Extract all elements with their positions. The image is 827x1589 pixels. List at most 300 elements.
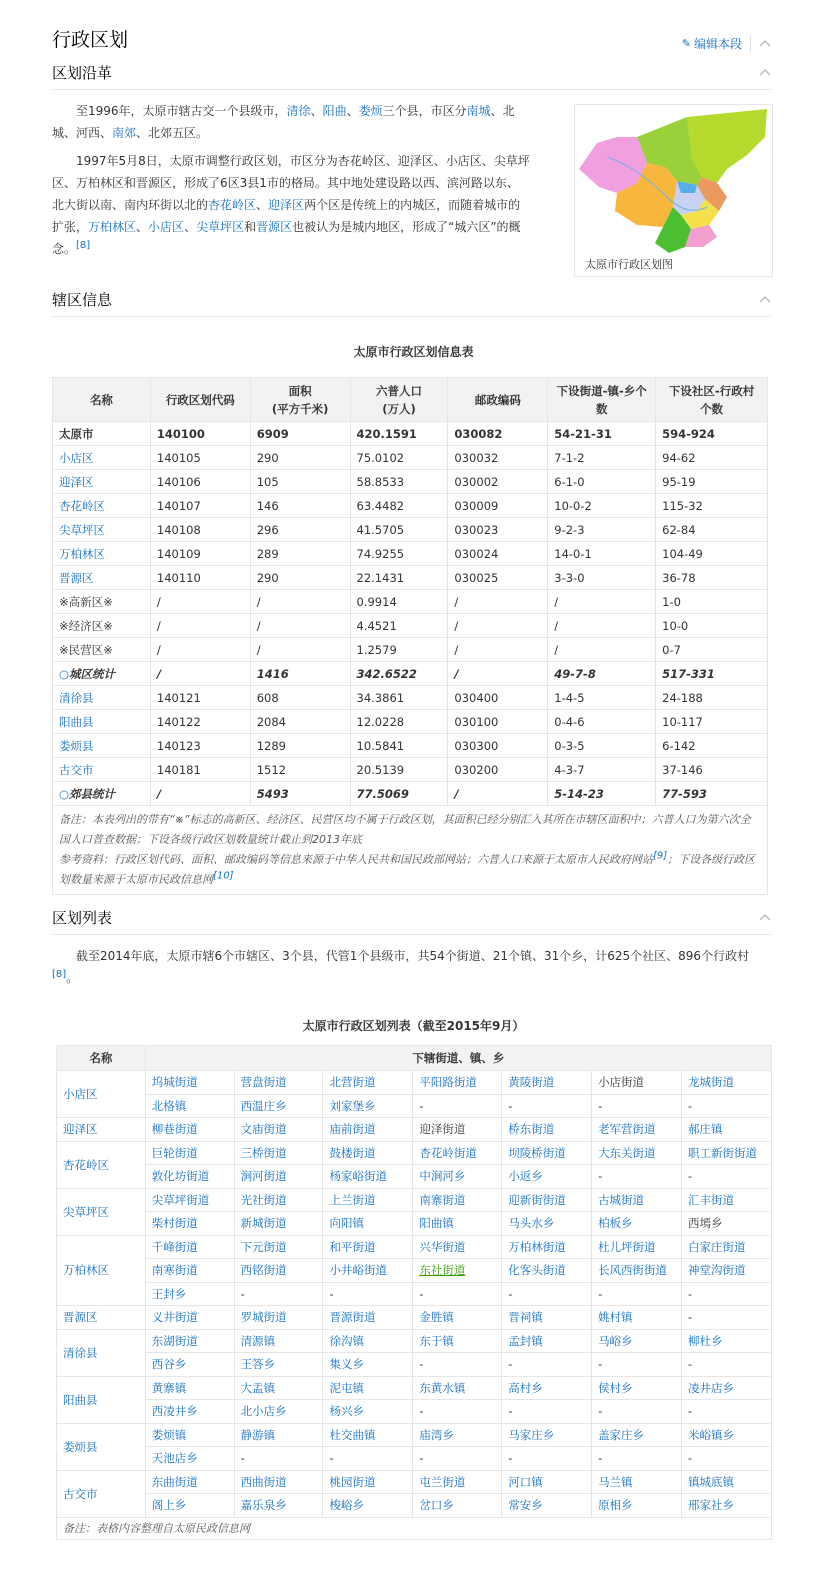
subdivision-link[interactable]: 向阳镇	[323, 1212, 413, 1236]
subdivision-link[interactable]: 晋源街道	[323, 1306, 413, 1330]
district-link[interactable]: 清徐县	[59, 690, 94, 705]
table-row	[53, 662, 768, 686]
table-cell: /	[150, 590, 250, 614]
subdivision-link[interactable]: 嘉乐泉乡	[234, 1494, 323, 1518]
district-link[interactable]: 清徐县	[57, 1329, 146, 1376]
table-cell: 1289	[250, 734, 350, 758]
table-cell: 75.0102	[350, 446, 448, 470]
table-cell: 140121	[150, 686, 250, 710]
subdivision-link[interactable]: 金胜镇	[413, 1306, 502, 1330]
section-title: 区划沿革	[52, 64, 113, 82]
table-cell: 58.8533	[350, 470, 448, 494]
inline-link[interactable]: 尖草坪区	[196, 220, 245, 234]
chevron-up-icon[interactable]	[759, 38, 771, 50]
district-name-cell[interactable]	[53, 566, 151, 590]
subdivision-link[interactable]: 常安乡	[502, 1494, 592, 1518]
subdivision-link[interactable]: 马峪乡	[592, 1329, 682, 1353]
column-header: 名称	[57, 1046, 146, 1071]
citation-link[interactable]: [9]	[653, 850, 668, 862]
subdivision-link[interactable]: 静游镇	[234, 1423, 323, 1447]
column-header: 下辖街道、镇、乡	[145, 1046, 771, 1071]
subdivision-link[interactable]: 原相乡	[592, 1494, 682, 1518]
column-header	[548, 378, 656, 422]
district-name-cell[interactable]	[53, 758, 151, 782]
table-cell: /	[548, 590, 656, 614]
column-header-text: 六普人口	[375, 383, 422, 398]
column-header-text: 下设街道-镇-乡个	[556, 383, 647, 398]
chevron-up-icon[interactable]	[759, 67, 771, 79]
subdivision-link[interactable]: 马头水乡	[502, 1212, 592, 1236]
subdivision-link[interactable]: 邢家社乡	[682, 1494, 772, 1518]
inline-link[interactable]: 迎泽区	[268, 198, 305, 212]
table-cell: /	[250, 614, 350, 638]
table-cell: 77.5069	[350, 782, 448, 806]
table-row	[53, 518, 768, 542]
note-text: 备注：本表列出的带有“※”标志的高新区、经济区、民营区均不属于行政区划，其面积已经分别汇入其所在市辖区面积中；六普人口为第六次全国人口普查数据；下设各级行政区划数量统计截止到2013年底	[59, 813, 751, 846]
inline-link[interactable]: 万柏林区	[88, 220, 137, 234]
table-row	[57, 1400, 772, 1424]
table-cell: -	[682, 1094, 772, 1118]
table-cell: /	[448, 782, 548, 806]
table-cell: 030024	[448, 542, 548, 566]
district-link[interactable]: 阳曲县	[57, 1376, 146, 1423]
subdivision-link[interactable]: 义井街道	[145, 1306, 234, 1330]
table-cell: /	[548, 638, 656, 662]
table-cell: -	[682, 1306, 772, 1330]
table-row	[53, 734, 768, 758]
subdivision-link[interactable]: 千峰街道	[145, 1235, 234, 1259]
subdivision-link[interactable]: 王封乡	[145, 1282, 234, 1306]
district-name: 太原市	[59, 426, 94, 441]
table-cell: -	[234, 1282, 323, 1306]
subdivision-link[interactable]: 新城街道	[234, 1212, 323, 1236]
table-cell: 20.5139	[350, 758, 448, 782]
district-link[interactable]: 尖草坪区	[57, 1188, 146, 1235]
table-cell: -	[413, 1353, 502, 1377]
subdivision-link[interactable]: 老军营街道	[592, 1118, 682, 1142]
subdivision-link[interactable]: 中涧河乡	[413, 1165, 502, 1189]
subdivision-link[interactable]: 西曲街道	[234, 1470, 323, 1494]
subdivision-link[interactable]: 庙湾乡	[413, 1423, 502, 1447]
subdivision-link[interactable]: 集义乡	[323, 1353, 413, 1377]
list-table-title: 太原市行政区划列表（截至2015年9月）	[302, 1019, 525, 1033]
table-row	[53, 638, 768, 662]
table-cell: 2084	[250, 710, 350, 734]
inline-link[interactable]: 娄烦	[358, 104, 383, 118]
table-row	[57, 1165, 772, 1189]
subdivision-link[interactable]: 坝陵桥街道	[502, 1141, 592, 1165]
table-row	[57, 1353, 772, 1377]
inline-link[interactable]: 晋源区	[256, 220, 293, 234]
table-row	[57, 1470, 772, 1494]
subdivision-link[interactable]: 坞城街道	[145, 1071, 234, 1095]
subdivision-link[interactable]: 柳巷街道	[145, 1118, 234, 1142]
text-segment: 、	[136, 220, 149, 234]
column-header	[350, 378, 448, 422]
table-cell: /	[250, 590, 350, 614]
table-cell: 49-7-8	[548, 662, 656, 686]
list-table	[56, 1045, 772, 1540]
table-cell: 54-21-31	[548, 422, 656, 446]
subdivision-link[interactable]: 迎新街街道	[502, 1188, 592, 1212]
table-cell: 140110	[150, 566, 250, 590]
district-name-cell[interactable]	[53, 494, 151, 518]
district-link[interactable]: 杏花岭区	[57, 1141, 146, 1188]
subdivision-link[interactable]: 刘家堡乡	[323, 1094, 413, 1118]
table-cell: 37-146	[656, 758, 768, 782]
subdivision-link[interactable]: 龙城街道	[682, 1071, 772, 1095]
table-row	[57, 1282, 772, 1306]
subdivision-link[interactable]: 南寒街道	[145, 1259, 234, 1283]
table-cell: 140109	[150, 542, 250, 566]
inline-link[interactable]: 杏花岭区	[208, 198, 257, 212]
table-row	[57, 1447, 772, 1471]
table-cell: 030400	[448, 686, 548, 710]
subdivision-link[interactable]: 柏板乡	[592, 1212, 682, 1236]
map-figure[interactable]	[574, 104, 773, 277]
column-header	[250, 378, 350, 422]
table-cell: 290	[250, 446, 350, 470]
column-header-text: 下设社区-行政村	[668, 383, 755, 398]
district-link[interactable]: 阳曲县	[59, 714, 94, 729]
table-cell: 289	[250, 542, 350, 566]
subdivision-link[interactable]: 米峪镇乡	[682, 1423, 772, 1447]
subdivision-link[interactable]: 盖家庄乡	[592, 1423, 682, 1447]
district-link[interactable]: 迎泽区	[57, 1118, 146, 1142]
table-cell: 10-0-2	[548, 494, 656, 518]
column-header	[656, 378, 768, 422]
table-cell: 104-49	[656, 542, 768, 566]
table-note-row	[53, 806, 768, 895]
subdivision-link[interactable]: 汇丰街道	[682, 1188, 772, 1212]
district-link[interactable]: 杏花岭区	[59, 498, 105, 513]
table-cell: 030009	[448, 494, 548, 518]
table-cell: -	[502, 1447, 592, 1471]
table-cell: 140123	[150, 734, 250, 758]
subdivision-link[interactable]: 三桥街道	[234, 1141, 323, 1165]
subdivision-link[interactable]: 杨兴乡	[323, 1400, 413, 1424]
district-name-cell[interactable]	[53, 686, 151, 710]
district-name-cell[interactable]	[53, 542, 151, 566]
table-cell: 3-3-0	[548, 566, 656, 590]
table-cell: -	[234, 1447, 323, 1471]
table-cell: 594-924	[656, 422, 768, 446]
expand-icon[interactable]: ○	[59, 786, 70, 801]
table-cell: 1512	[250, 758, 350, 782]
subdivision-link[interactable]: 杜儿坪街道	[592, 1235, 682, 1259]
table-cell: 24-188	[656, 686, 768, 710]
district-link[interactable]: 小店区	[59, 450, 94, 465]
subdivision-link[interactable]: 杜交曲镇	[323, 1423, 413, 1447]
subdivision-link[interactable]: 光社街道	[234, 1188, 323, 1212]
subdivision-link[interactable]: 郝庄镇	[682, 1118, 772, 1142]
district-name-cell[interactable]	[53, 446, 151, 470]
text-segment: 、北郊五区。	[136, 126, 209, 140]
subdivision-link[interactable]: 泥屯镇	[323, 1376, 413, 1400]
inline-link[interactable]: 南城	[466, 104, 491, 118]
table-cell: 7-1-2	[548, 446, 656, 470]
table-cell: 140105	[150, 446, 250, 470]
district-link[interactable]: 娄烦县	[57, 1423, 146, 1470]
column-header-text: 个数	[700, 401, 724, 416]
table-row	[57, 1376, 772, 1400]
table-row	[53, 590, 768, 614]
chevron-up-icon[interactable]	[759, 294, 771, 306]
column-header-text: (平方千米)	[271, 401, 329, 416]
subdivision-link[interactable]: 马兰镇	[592, 1470, 682, 1494]
table-cell: /	[548, 614, 656, 638]
subdivision-link[interactable]: 文庙街道	[234, 1118, 323, 1142]
subdivision-link[interactable]: 桥东街道	[502, 1118, 592, 1142]
table-cell: -	[502, 1094, 592, 1118]
inline-link[interactable]: 南郊	[112, 126, 137, 140]
district-link[interactable]: 小店区	[57, 1071, 146, 1118]
subdivision-link[interactable]: 巨轮街道	[145, 1141, 234, 1165]
district-link[interactable]: 古交市	[59, 762, 94, 777]
table-cell: 10.5841	[350, 734, 448, 758]
subdivision-link[interactable]: 阁上乡	[145, 1494, 234, 1518]
table-cell: 1-4-5	[548, 686, 656, 710]
subdivision-link[interactable]: 杏花岭街道	[413, 1141, 502, 1165]
table-cell: /	[448, 614, 548, 638]
subdivision-link[interactable]: 东于镇	[413, 1329, 502, 1353]
subdivision-link[interactable]: 柴村街道	[145, 1212, 234, 1236]
subdivision-link[interactable]: 桃园街道	[323, 1470, 413, 1494]
list-intro-text: 截至2014年底，太原市辖6个市辖区、3个县，代管1个县级市，共54个街道、21个镇、31个乡，计625个社区、896个行政村	[76, 949, 750, 963]
district-name: ※民营区※	[59, 642, 113, 657]
table-cell: /	[150, 614, 250, 638]
subdivision-link[interactable]: 尖草坪街道	[145, 1188, 234, 1212]
subdivision-link[interactable]: 北格镇	[145, 1094, 234, 1118]
table-cell: -	[323, 1447, 413, 1471]
table-cell: /	[150, 662, 250, 686]
subdivision-link[interactable]: 黄陵街道	[502, 1071, 592, 1095]
table-cell: 0-4-6	[548, 710, 656, 734]
subdivision-link[interactable]: 小返乡	[502, 1165, 592, 1189]
history-text	[52, 100, 530, 260]
subdivision-link[interactable]: 凌井店乡	[682, 1376, 772, 1400]
table-note: 备注：表格内容整理自太原民政信息网	[57, 1517, 772, 1539]
subdivision-link[interactable]: 孟封镇	[502, 1329, 592, 1353]
table-cell: 10-117	[656, 710, 768, 734]
subdivision-link[interactable]: 西凌井乡	[145, 1400, 234, 1424]
table-cell: 9-2-3	[548, 518, 656, 542]
subdivision-link[interactable]: 白家庄街道	[682, 1235, 772, 1259]
subdivision-link[interactable]: 北小店乡	[234, 1400, 323, 1424]
district-name-cell[interactable]	[53, 518, 151, 542]
column-header-text: (万人)	[382, 401, 416, 416]
subdivision-link[interactable]: 东曲街道	[145, 1470, 234, 1494]
subdivision-link[interactable]: 职工新街街道	[682, 1141, 772, 1165]
table-cell: -	[413, 1282, 502, 1306]
district-name: 郊县统计	[69, 786, 116, 801]
subdivision-link[interactable]: 镇城底镇	[682, 1470, 772, 1494]
inline-link[interactable]: 清徐	[286, 104, 311, 118]
district-link[interactable]: 尖草坪区	[59, 522, 105, 537]
table-cell: /	[448, 590, 548, 614]
table-row	[53, 710, 768, 734]
subdivision-link[interactable]: 王答乡	[234, 1353, 323, 1377]
district-link[interactable]: 古交市	[57, 1470, 146, 1517]
subdivision-link[interactable]: 天池店乡	[145, 1447, 234, 1471]
edit-section-link[interactable]	[682, 35, 742, 52]
table-cell: 140106	[150, 470, 250, 494]
district-link[interactable]: 娄烦县	[59, 738, 94, 753]
history-content	[52, 100, 775, 283]
table-cell: 14-0-1	[548, 542, 656, 566]
subdivision-link[interactable]: 东黄水镇	[413, 1376, 502, 1400]
district-link[interactable]: 晋源区	[59, 570, 94, 585]
subdivision-link[interactable]: 清源镇	[234, 1329, 323, 1353]
subdivision-link[interactable]: 屯兰街道	[413, 1470, 502, 1494]
district-link[interactable]: 晋源区	[57, 1306, 146, 1330]
subdivision-link[interactable]: 大盂镇	[234, 1376, 323, 1400]
subdivision-link[interactable]: 岔口乡	[413, 1494, 502, 1518]
subdivision-link[interactable]: 东湖街道	[145, 1329, 234, 1353]
district-link[interactable]: 万柏林区	[57, 1235, 146, 1306]
table-row	[53, 782, 768, 806]
table-row	[57, 1259, 772, 1283]
table-row	[57, 1306, 772, 1330]
table-cell: -	[323, 1282, 413, 1306]
table-cell: 34.3861	[350, 686, 448, 710]
subdivision-link[interactable]: 晋祠镇	[502, 1306, 592, 1330]
table-cell: 146	[250, 494, 350, 518]
list-intro	[52, 945, 775, 989]
table-cell: 5493	[250, 782, 350, 806]
subdivision-link[interactable]: 西谷乡	[145, 1353, 234, 1377]
district-name-cell	[53, 614, 151, 638]
table-cell: 1.2579	[350, 638, 448, 662]
subdivision-link[interactable]: 北营街道	[323, 1071, 413, 1095]
column-header-text: 邮政编码	[474, 392, 521, 407]
subdivision-link[interactable]: 南寨街道	[413, 1188, 502, 1212]
subdivision-link[interactable]: 庙前街道	[323, 1118, 413, 1142]
column-header-text: 面积	[288, 383, 312, 398]
subdivision-link[interactable]: 大东关街道	[592, 1141, 682, 1165]
subdivision-link[interactable]: 鼓楼街道	[323, 1141, 413, 1165]
subdivision-link[interactable]: 罗城街道	[234, 1306, 323, 1330]
subdivision-link[interactable]: 小井峪街道	[323, 1259, 413, 1283]
table-cell: -	[502, 1353, 592, 1377]
table-cell: 0-7	[656, 638, 768, 662]
district-name-cell[interactable]	[53, 734, 151, 758]
table-cell: -	[413, 1400, 502, 1424]
page-header	[52, 0, 775, 52]
table-cell: 140181	[150, 758, 250, 782]
subdivision-link[interactable]: 和平街道	[323, 1235, 413, 1259]
table-row	[57, 1141, 772, 1165]
subdivision-link[interactable]: 古城街道	[592, 1188, 682, 1212]
table-cell: -	[592, 1400, 682, 1424]
text-segment: 、	[346, 104, 359, 118]
subdivision-name: 小店街道	[592, 1071, 682, 1095]
table-cell: -	[502, 1400, 592, 1424]
table-note	[53, 806, 768, 895]
subdivision-link[interactable]: 马家庄乡	[502, 1423, 592, 1447]
district-link[interactable]: 迎泽区	[59, 474, 94, 489]
table-cell: 0-3-5	[548, 734, 656, 758]
table-cell: 12.0228	[350, 710, 448, 734]
subdivision-link[interactable]: 敦化坊街道	[145, 1165, 234, 1189]
subdivision-link[interactable]: 徐沟镇	[323, 1329, 413, 1353]
table-cell: 030002	[448, 470, 548, 494]
text-segment: 至1996年，太原市辖古交一个县级市，	[76, 104, 287, 118]
note-text	[59, 850, 761, 890]
pencil-icon: ✎	[681, 37, 691, 50]
chevron-up-icon[interactable]	[759, 912, 771, 924]
district-name-cell	[53, 422, 151, 446]
inline-link[interactable]: 阳曲	[322, 104, 347, 118]
inline-link[interactable]: 小店区	[148, 220, 185, 234]
subdivision-link[interactable]: 阳曲镇	[413, 1212, 502, 1236]
citation-link[interactable]: [8]	[76, 240, 91, 251]
table-cell: 74.9255	[350, 542, 448, 566]
table-cell: 5-14-23	[548, 782, 656, 806]
district-name-cell[interactable]	[53, 710, 151, 734]
subdivision-link[interactable]: 长风西街街道	[592, 1259, 682, 1283]
column-header-text: 数	[595, 401, 608, 416]
table-cell: 030025	[448, 566, 548, 590]
expand-icon[interactable]: ○	[59, 666, 70, 681]
subdivision-link[interactable]: 神堂沟街道	[682, 1259, 772, 1283]
district-name: 城区统计	[69, 666, 116, 681]
table-row	[53, 686, 768, 710]
subdivision-link[interactable]: 兴华街道	[413, 1235, 502, 1259]
subdivision-link[interactable]: 姚村镇	[592, 1306, 682, 1330]
citation-link[interactable]: [8]	[52, 969, 67, 980]
table-cell: 030300	[448, 734, 548, 758]
table-cell: 94-62	[656, 446, 768, 470]
subdivision-link[interactable]: 柳杜乡	[682, 1329, 772, 1353]
subdivision-link[interactable]: 杨家峪街道	[323, 1165, 413, 1189]
subdivision-link[interactable]: 下元街道	[234, 1235, 323, 1259]
district-name: ※经济区※	[59, 618, 113, 633]
table-cell: 6-142	[656, 734, 768, 758]
table-cell: -	[682, 1282, 772, 1306]
subdivision-link[interactable]: 西温庄乡	[234, 1094, 323, 1118]
subdivision-link[interactable]: 营盘街道	[234, 1071, 323, 1095]
subdivision-link[interactable]: 河口镇	[502, 1470, 592, 1494]
table-cell: -	[682, 1353, 772, 1377]
subdivision-name: 迎泽街道	[413, 1118, 502, 1142]
subdivision-link[interactable]: 涧河街道	[234, 1165, 323, 1189]
table-row	[53, 614, 768, 638]
subdivision-link[interactable]: 梭峪乡	[323, 1494, 413, 1518]
subdivision-link[interactable]: 万柏林街道	[502, 1235, 592, 1259]
citation-link[interactable]: [10]	[213, 870, 234, 882]
text-segment: 、	[310, 104, 323, 118]
district-name-cell	[53, 638, 151, 662]
district-name-cell[interactable]	[53, 470, 151, 494]
column-header-text: 行政区划代码	[165, 392, 235, 407]
district-name-cell	[53, 662, 151, 686]
district-link[interactable]: 万柏林区	[59, 546, 105, 561]
district-name-cell	[53, 590, 151, 614]
subdivision-link[interactable]: 上兰街道	[323, 1188, 413, 1212]
subdivision-link[interactable]: 黄寨镇	[145, 1376, 234, 1400]
table-row	[57, 1212, 772, 1236]
subdivision-link[interactable]: 西铭街道	[234, 1259, 323, 1283]
subdivision-link[interactable]: 平阳路街道	[413, 1071, 502, 1095]
subdivision-link[interactable]: 侯村乡	[592, 1376, 682, 1400]
subdivision-link[interactable]: 化客头街道	[502, 1259, 592, 1283]
subdivision-link[interactable]: 东社街道	[413, 1259, 502, 1283]
subdivision-link[interactable]: 娄烦镇	[145, 1423, 234, 1447]
text-segment: 和	[244, 220, 257, 234]
table-cell: -	[682, 1400, 772, 1424]
subdivision-link[interactable]: 高村乡	[502, 1376, 592, 1400]
